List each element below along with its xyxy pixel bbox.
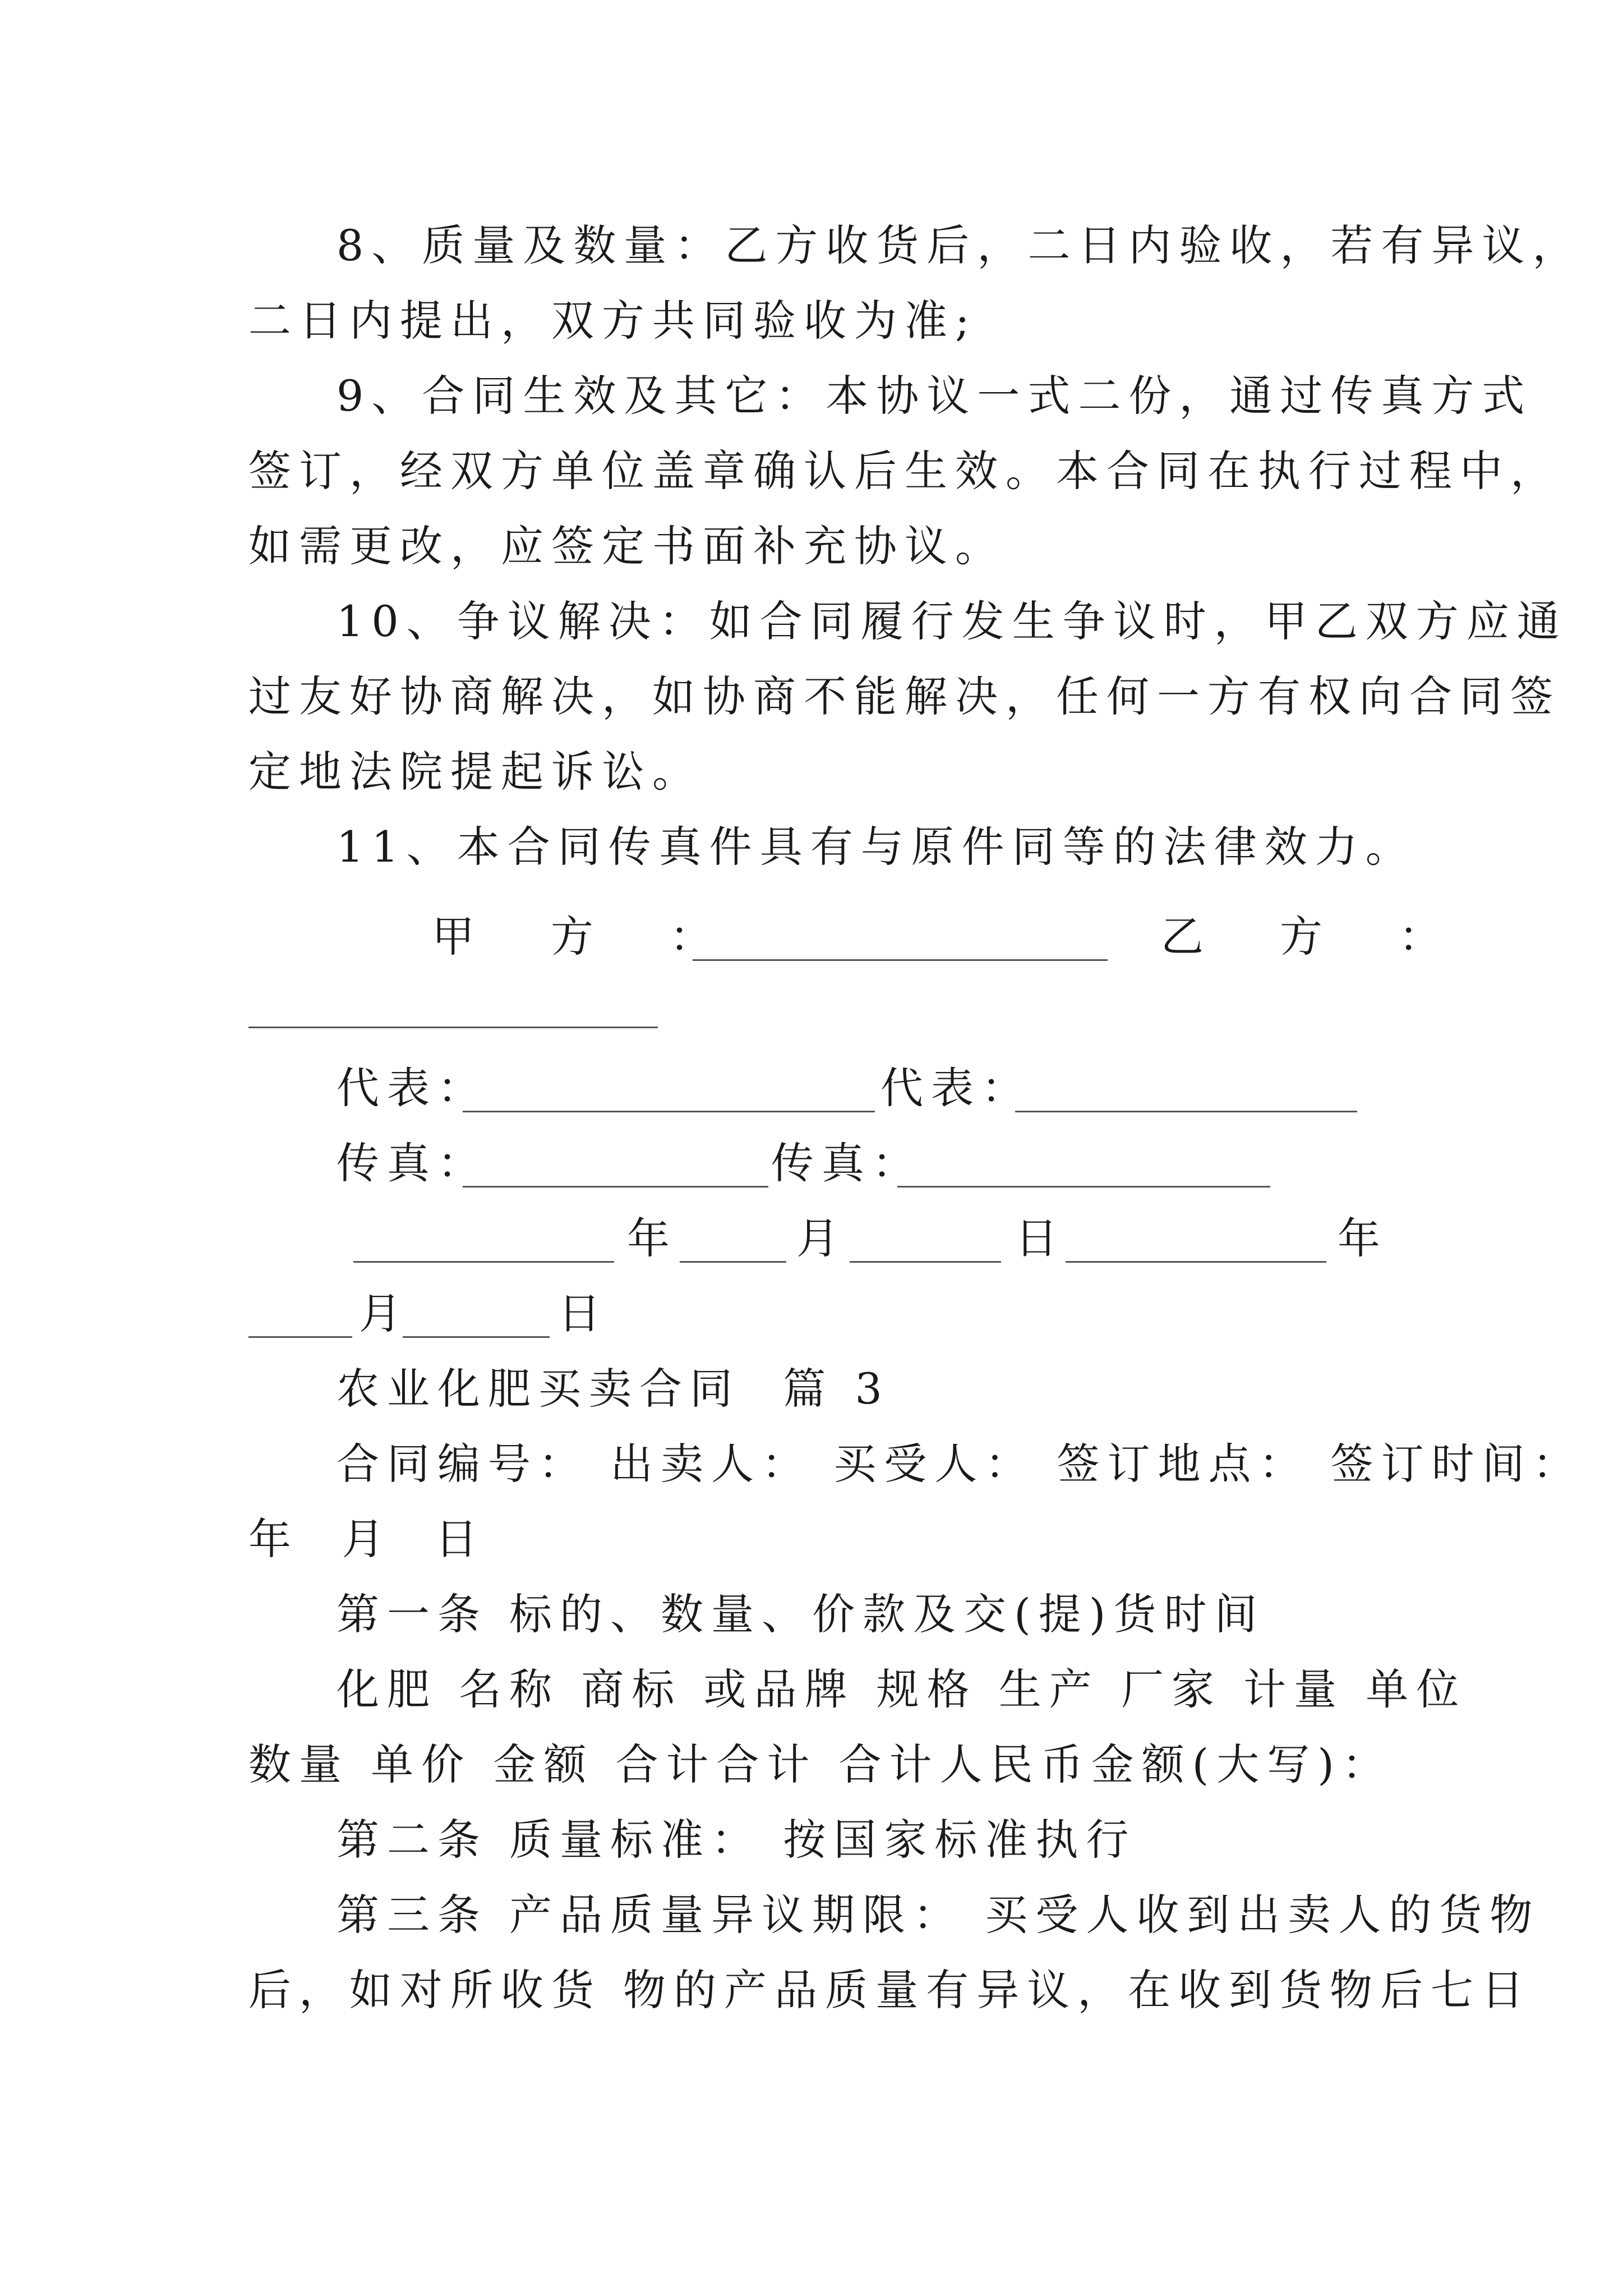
clause-10-line-2: 过友好协商解决，如协商不能解决，任何一方有权向合同签 <box>248 671 1561 721</box>
clause-9-line-1: 9、合同生效及其它：本协议一式二份，通过传真方式 <box>336 371 1533 421</box>
section-3-line-1: 合同编号： 出卖人： 买受人： 签订地点： 签订时间： <box>336 1439 1583 1489</box>
clause-10-line-3: 定地法院提起诉讼。 <box>248 747 703 797</box>
section-3-heading: 农业化肥买卖合同 篇 3 <box>336 1364 890 1414</box>
section-3-line-6: 第二条 质量标准： 按国家标准执行 <box>336 1815 1137 1865</box>
date-a-day-label: 日 <box>1015 1213 1066 1263</box>
party-a-label: 甲 方 ： <box>432 912 729 961</box>
party-b-label: 乙 方 ： <box>1161 912 1458 961</box>
clause-8-line-2: 二日内提出，双方共同验收为准; <box>248 296 978 346</box>
party-b-blank <box>248 987 658 1028</box>
fax-b-label: 传真： <box>771 1138 923 1188</box>
section-3-line-8: 后，如对所收货 物的产品质量有异议，在收到货物后七日 <box>248 1965 1532 2015</box>
date-a-day-blank <box>850 1222 1001 1263</box>
clause-9-line-2: 签订，经双方单位盖章确认后生效。本合同在执行过程中， <box>248 446 1561 496</box>
section-3-line-5: 数量 单价 金额 合计合计 合计人民币金额(大写)： <box>248 1740 1393 1789</box>
fax-a-blank <box>463 1147 768 1188</box>
rep-b-blank <box>1015 1071 1357 1112</box>
clause-8-line-1: 8、质量及数量：乙方收货后，二日内验收，若有异议， <box>336 220 1583 270</box>
date-b-day-blank <box>403 1297 550 1338</box>
clause-10-line-1: 10、争议解决：如合同履行发生争议时，甲乙双方应通 <box>336 596 1567 646</box>
date-b-day-label: 日 <box>558 1289 608 1338</box>
rep-a-label: 代表： <box>336 1063 488 1113</box>
date-b-year-blank <box>1066 1222 1326 1263</box>
date-b-month-blank <box>248 1297 352 1338</box>
date-a-month-label: 月 <box>796 1213 847 1263</box>
date-b-month-label: 月 <box>359 1289 409 1338</box>
date-a-month-blank <box>680 1222 786 1263</box>
clause-9-line-3: 如需更改，应签定书面补充协议。 <box>248 521 1006 571</box>
fax-a-label: 传真： <box>336 1138 488 1188</box>
clause-11-line: 11、本合同传真件具有与原件同等的法律效力。 <box>336 822 1416 872</box>
section-3-line-7: 第三条 产品质量异议期限： 买受人收到出卖人的货物 <box>336 1890 1541 1940</box>
party-a-blank <box>693 920 1108 961</box>
section-3-line-3: 第一条 标的、数量、价款及交(提)货时间 <box>336 1589 1265 1639</box>
section-3-line-4: 化肥 名称 商标 或品牌 规格 生产 厂家 计量 单位 <box>336 1664 1467 1714</box>
rep-b-label: 代表： <box>880 1063 1032 1113</box>
date-a-year-blank <box>353 1222 614 1263</box>
section-3-line-2: 年 月 日 <box>248 1514 486 1564</box>
date-b-year-label: 年 <box>1338 1213 1388 1263</box>
rep-a-blank <box>463 1071 875 1112</box>
date-a-year-label: 年 <box>627 1213 677 1263</box>
fax-b-blank <box>897 1147 1270 1188</box>
